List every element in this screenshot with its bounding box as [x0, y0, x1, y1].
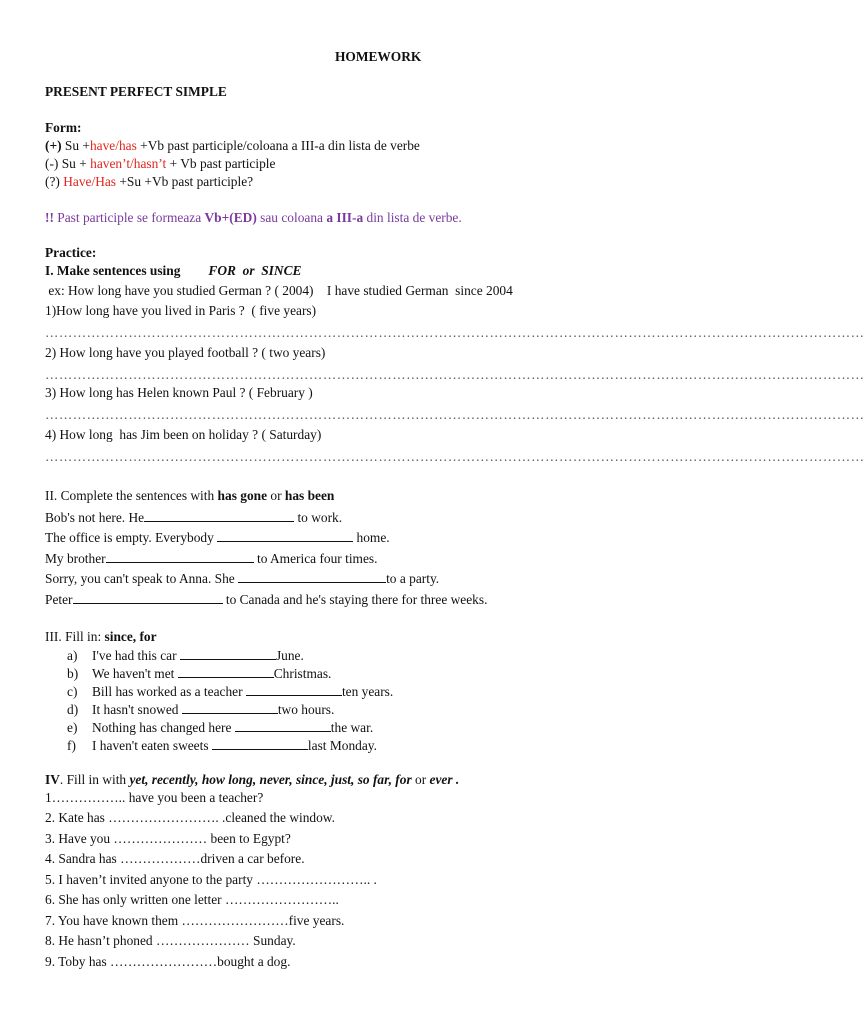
sentence-end: to a party.: [386, 571, 440, 586]
answer-line[interactable]: ……………………………………………………………………………………………………………………………………………………………: [45, 367, 865, 382]
exercise-4-keywords: yet, recently, how long, never, since, just, so far, for: [129, 772, 412, 787]
exercise-4-number: IV: [45, 772, 60, 787]
positive-text-a: Su +: [61, 138, 90, 153]
item-end: ten years.: [341, 684, 394, 699]
note-mark: !!: [45, 210, 54, 225]
item-text: Nothing has changed here: [92, 720, 235, 735]
exercise-2-sentence: [45, 550, 377, 567]
item-marker: a): [67, 648, 78, 663]
item-end: June.: [275, 648, 304, 663]
form-positive: [45, 138, 420, 154]
item-end: Christmas.: [273, 666, 332, 681]
sentence-end: to America four times.: [253, 551, 378, 566]
answer-blank[interactable]: [144, 509, 294, 522]
exercise-1-example: ex: How long have you studied German ? ( 2004) I have studied German since 2004: [45, 283, 513, 298]
exercise-4-item: 7. You have known them ……………………five years.: [45, 913, 345, 928]
exercise-4-item: 9. Toby has ……………………bought a dog.: [45, 954, 291, 969]
item-end: last Monday.: [307, 738, 377, 753]
note-bold-2: a III-a: [326, 210, 364, 225]
item-text: We haven't met: [92, 666, 178, 681]
item-marker: d): [67, 702, 79, 717]
answer-blank[interactable]: [106, 550, 254, 563]
exercise-4-ever: ever .: [429, 772, 460, 787]
exercise-4-title-text: . Fill in with: [59, 772, 130, 787]
sentence-start: Sorry, you can't speak to Anna. She: [45, 571, 239, 586]
sentence-end: home.: [353, 530, 390, 545]
exercise-2-sentence: [45, 591, 487, 608]
answer-line[interactable]: ……………………………………………………………………………………………………………………………………………………………: [45, 325, 865, 340]
exercise-3-keywords: since, for: [104, 629, 157, 644]
sentence-end: to Canada and he's staying there for three weeks.: [222, 592, 488, 607]
exercise-2-option-2: has been: [284, 488, 335, 503]
answer-blank[interactable]: [217, 529, 353, 542]
answer-blank[interactable]: [180, 647, 276, 660]
item-text: I haven't eaten sweets: [92, 738, 212, 753]
exercise-1-item: 1)How long have you lived in Paris ? ( five years): [45, 303, 317, 318]
note-text-a: Past participle se formeaza: [53, 210, 205, 225]
exercise-3-item: [67, 647, 304, 664]
item-end: two hours.: [277, 702, 335, 717]
exercise-4-item: 8. He hasn’t phoned ………………… Sunday.: [45, 933, 296, 948]
exercise-4-or: or: [411, 772, 430, 787]
exercise-1-item: 2) How long have you played football ? ( two years): [45, 345, 326, 360]
exercise-4-item: 2. Kate has ……………………. .cleaned the window.: [45, 810, 335, 825]
exercise-2-title-or: or: [267, 488, 285, 503]
exercise-3-item: [67, 737, 377, 754]
exercise-4-item: 6. She has only written one letter ……………………..: [45, 892, 339, 907]
sentence-start: Peter: [45, 592, 73, 607]
note-text-c: sau coloana: [256, 210, 327, 225]
question-text-b: +Su +Vb past participle?: [116, 174, 254, 189]
exercise-2-sentence: [45, 570, 439, 587]
document-title: HOMEWORK: [335, 49, 422, 64]
sentence-start: The office is empty. Everybody: [45, 530, 218, 545]
exercise-2-title-text: II. Complete the sentences with: [45, 488, 218, 503]
positive-text-b: +Vb past participle/coloana a III-a din lista de verbe: [136, 138, 420, 153]
item-marker: b): [67, 666, 79, 681]
answer-blank[interactable]: [235, 719, 331, 732]
sentence-start: My brother: [45, 551, 106, 566]
exercise-2-option-1: has gone: [217, 488, 268, 503]
question-aux: Have/Has: [63, 174, 117, 189]
exercise-3-item: [67, 701, 334, 718]
answer-blank[interactable]: [246, 683, 342, 696]
exercise-3-item: [67, 665, 331, 682]
item-end: the war.: [330, 720, 374, 735]
negative-aux: haven’t/hasn’t: [90, 156, 167, 171]
answer-blank[interactable]: [238, 570, 386, 583]
item-text: It hasn't snowed: [92, 702, 182, 717]
exercise-4-item: 4. Sandra has ………………driven a car before.: [45, 851, 305, 866]
item-text: I've had this car: [92, 648, 180, 663]
exercise-4-item: 3. Have you ………………… been to Egypt?: [45, 831, 291, 846]
form-label: Form:: [45, 120, 82, 135]
answer-line[interactable]: ……………………………………………………………………………………………………………………………………………………………: [45, 449, 865, 464]
note-bold-1: Vb+(ED): [204, 210, 257, 225]
exercise-3-title-text: III. Fill in:: [45, 629, 105, 644]
participle-note: [45, 210, 462, 226]
sentence-start: Bob's not here. He: [45, 510, 145, 525]
answer-line[interactable]: ……………………………………………………………………………………………………………………………………………………………: [45, 407, 865, 422]
section-heading: PRESENT PERFECT SIMPLE: [45, 84, 227, 99]
positive-aux: have/has: [89, 138, 137, 153]
item-marker: e): [67, 720, 78, 735]
exercise-4-title: [45, 772, 459, 788]
answer-blank[interactable]: [182, 701, 278, 714]
exercise-1-title: [45, 263, 301, 279]
exercise-2-sentence: [45, 529, 390, 546]
answer-blank[interactable]: [212, 737, 308, 750]
note-text-d: din lista de verbe.: [363, 210, 462, 225]
exercise-1-keywords: FOR or SINCE: [208, 263, 302, 278]
exercise-4-item: 1…………….. have you been a teacher?: [45, 790, 264, 805]
sentence-end: to work.: [294, 510, 343, 525]
exercise-1-item: 4) How long has Jim been on holiday ? ( Saturday): [45, 427, 322, 442]
practice-label: Practice:: [45, 245, 97, 260]
positive-mark: (+): [45, 138, 62, 153]
negative-text-b: + Vb past participle: [166, 156, 276, 171]
exercise-2-sentence: [45, 509, 342, 526]
form-question: [45, 174, 253, 190]
exercise-2-title: [45, 488, 334, 504]
exercise-3-item: [67, 719, 373, 736]
answer-blank[interactable]: [178, 665, 274, 678]
negative-text-a: (-) Su +: [45, 156, 91, 171]
form-negative: [45, 156, 275, 172]
exercise-4-item: 5. I haven’t invited anyone to the party …………………….. .: [45, 872, 377, 887]
item-text: Bill has worked as a teacher: [92, 684, 246, 699]
exercise-3-title: [45, 629, 157, 645]
item-marker: f): [67, 738, 76, 753]
exercise-1-title-text: I. Make sentences using: [45, 263, 181, 278]
question-text-a: (?): [45, 174, 64, 189]
exercise-1-item: 3) How long has Helen known Paul ? ( February ): [45, 385, 313, 400]
exercise-3-item: [67, 683, 393, 700]
answer-blank[interactable]: [73, 591, 223, 604]
item-marker: c): [67, 684, 78, 699]
